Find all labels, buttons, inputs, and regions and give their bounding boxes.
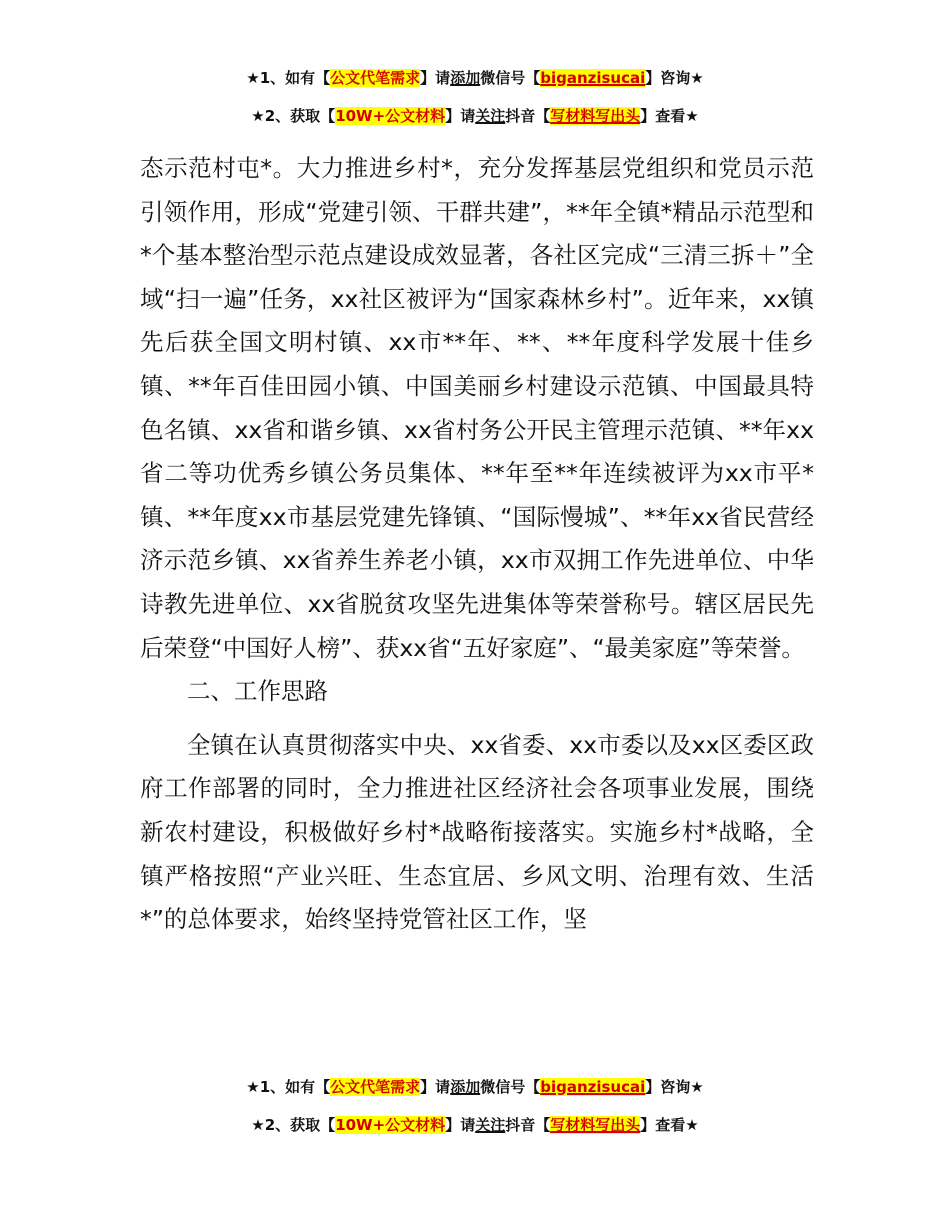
- top-banner-line-2: [0, 105, 950, 127]
- banner-text: 】请: [445, 1116, 476, 1134]
- banner-highlight: 公文代笔需求: [330, 69, 421, 87]
- banner-text: 】查看★: [640, 1116, 699, 1134]
- banner-emphasis: 添加: [450, 69, 481, 87]
- section-heading: 二、工作思路: [187, 677, 328, 706]
- banner-text: 】请: [445, 107, 476, 125]
- banner-emphasis: 关注: [475, 1116, 506, 1134]
- banner-text: ★2、获取【: [251, 107, 336, 125]
- banner-text: 微信号【: [480, 1078, 541, 1096]
- banner-text: 】请: [420, 69, 451, 87]
- banner-text: 抖音【: [505, 1116, 551, 1134]
- banner-emphasis: 添加: [450, 1078, 481, 1096]
- banner-text: 】查看★: [640, 107, 699, 125]
- banner-highlight: biganzisucai: [540, 1078, 646, 1096]
- document-body: [140, 147, 814, 942]
- top-banner-line-1: [0, 67, 950, 89]
- banner-text: 微信号【: [480, 69, 541, 87]
- banner-text: ★2、获取【: [251, 1116, 336, 1134]
- banner-highlight: 写材料写出头: [550, 107, 641, 125]
- banner-emphasis: 关注: [475, 107, 506, 125]
- banner-highlight: 10W+公文材料: [335, 107, 446, 125]
- banner-highlight: 公文代笔需求: [330, 1078, 421, 1096]
- banner-text: 】咨询★: [645, 69, 704, 87]
- bottom-banner-line-2: [0, 1114, 950, 1136]
- banner-text: 】请: [420, 1078, 451, 1096]
- banner-text: ★1、如有【: [246, 69, 331, 87]
- banner-text: 】咨询★: [645, 1078, 704, 1096]
- banner-highlight: 写材料写出头: [550, 1116, 641, 1134]
- bottom-banner-line-1: [0, 1076, 950, 1098]
- banner-text: 抖音【: [505, 107, 551, 125]
- banner-highlight: 10W+公文材料: [335, 1116, 446, 1134]
- paragraph: 全镇在认真贯彻落实中央、xx省委、xx市委以及xx区委区政府工作部署的同时，全力推进社区经济社会各项事业发展，围绕新农村建设，积极做好乡村*战略衔接落实。实施乡村*战略，全镇严格按照“产业兴旺、生态宜居、乡风文明、治理有效、生活*”的总体要求，始终坚持党管社区工作，坚: [140, 730, 814, 934]
- banner-text: ★1、如有【: [246, 1078, 331, 1096]
- paragraph: 态示范村屯*。大力推进乡村*，充分发挥基层党组织和党员示范引领作用，形成“党建引领、干群共建”，**年全镇*精品示范型和*个基本整治型示范点建设成效显著，各社区完成“三清三拆＋”全域“扫一遍”任务，xx社区被评为“国家森林乡村”。近年来，xx镇先后获全国文明村镇、xx市**年、**、**年度科学发展十佳乡镇、**年百佳田园小镇、中国美丽乡村建设示范镇、中国最具特色名镇、xx省和谐乡镇、xx省村务公开民主管理示范镇、**年xx省二等功优秀乡镇公务员集体、**年至**年连续被评为xx市平*镇、**年度xx市基层党建先锋镇、“国际慢城”、**年xx省民营经济示范乡镇、xx省养生养老小镇，xx市双拥工作先进单位、中华诗教先进单位、xx省脱贫攻坚先进集体等荣誉称号。辖区居民先后荣登“中国好人榜”、获xx省“五好家庭”、“最美家庭”等荣誉。: [140, 154, 814, 662]
- banner-highlight: biganzisucai: [540, 69, 646, 87]
